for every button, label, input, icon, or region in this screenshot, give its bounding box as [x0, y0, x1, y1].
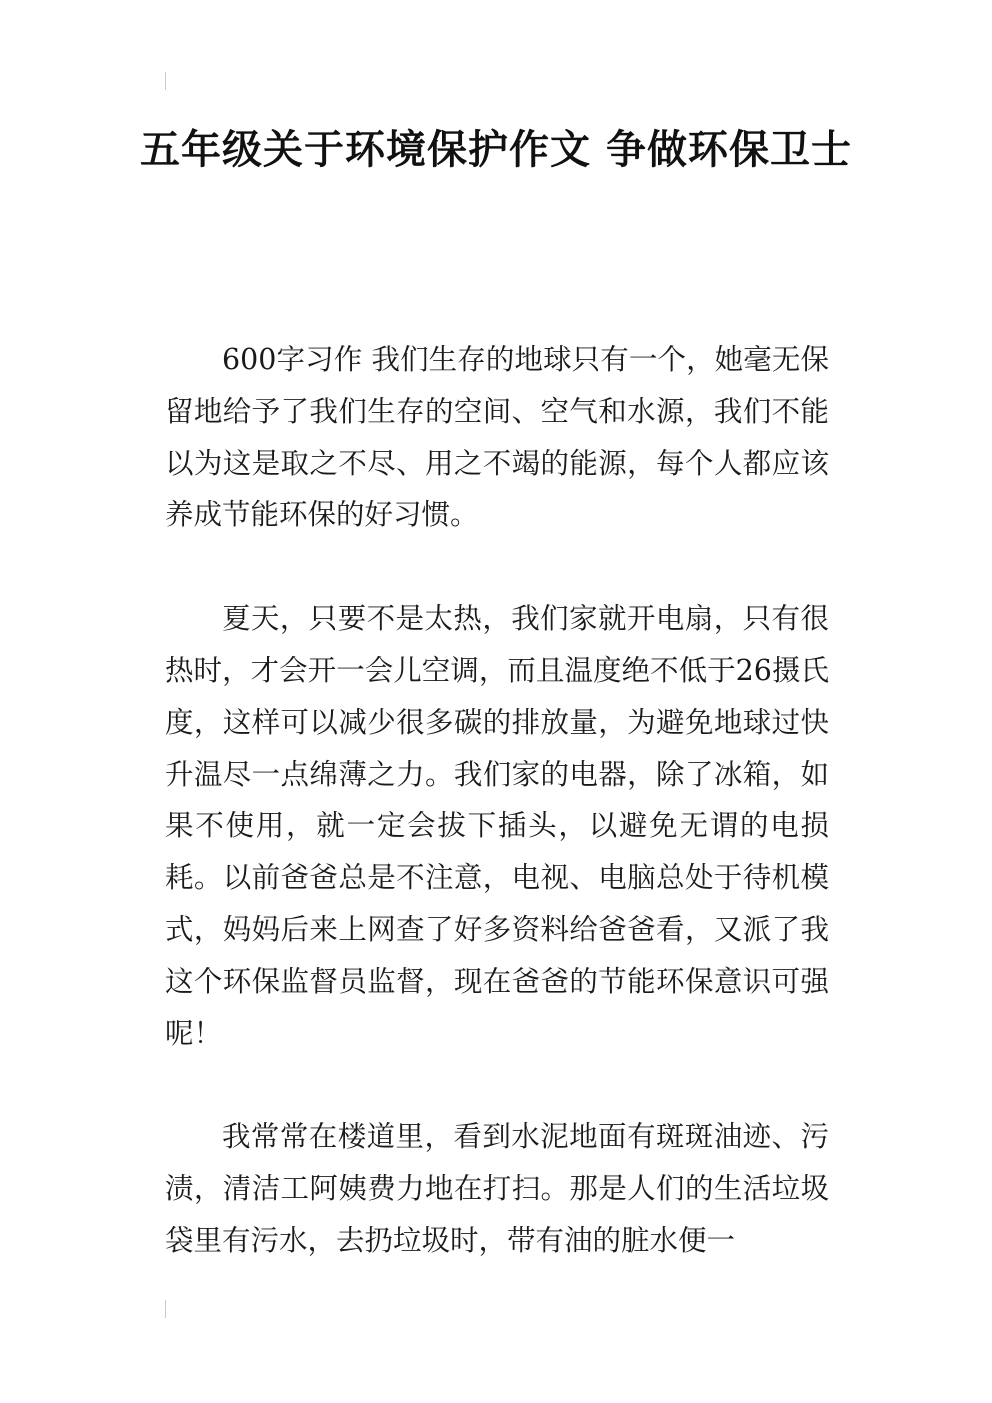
paragraph-2: 夏天，只要不是太热，我们家就开电扇，只有很热时，才会开一会儿空调，而且温度绝不低于26摄氏度，这样可以减少很多碳的排放量，为避免地球过快升温尽一点绵薄之力。我们家的电器，除了冰箱，如果不使用，就一定会拔下插头，以避免无谓的电损耗。以前爸爸总是不注意，电视、电脑总处于待机模式，妈妈后来上网查了好多资料给爸爸看，又派了我这个环保监督员监督，现在爸爸的节能环保意识可强呢！ — [165, 602, 829, 1050]
paragraph-3: 我常常在楼道里，看到水泥地面有斑斑油迹、污渍，清洁工阿姨费力地在打扫。那是人们的生活垃圾袋里有污水，去扔垃圾时，带有油的脏水便一 — [165, 1120, 829, 1257]
crop-mark-bottom — [165, 1300, 166, 1318]
document-title: 五年级关于环境保护作文 争做环保卫士 — [140, 127, 852, 173]
document-body — [165, 334, 829, 1319]
paragraph-1: 600字习作 我们生存的地球只有一个，她毫无保留地给予了我们生存的空间、空气和水源，我们不能以为这是取之不尽、用之不竭的能源，每个人都应该养成节能环保的好习惯。 — [165, 343, 829, 532]
crop-mark-top — [165, 72, 166, 90]
